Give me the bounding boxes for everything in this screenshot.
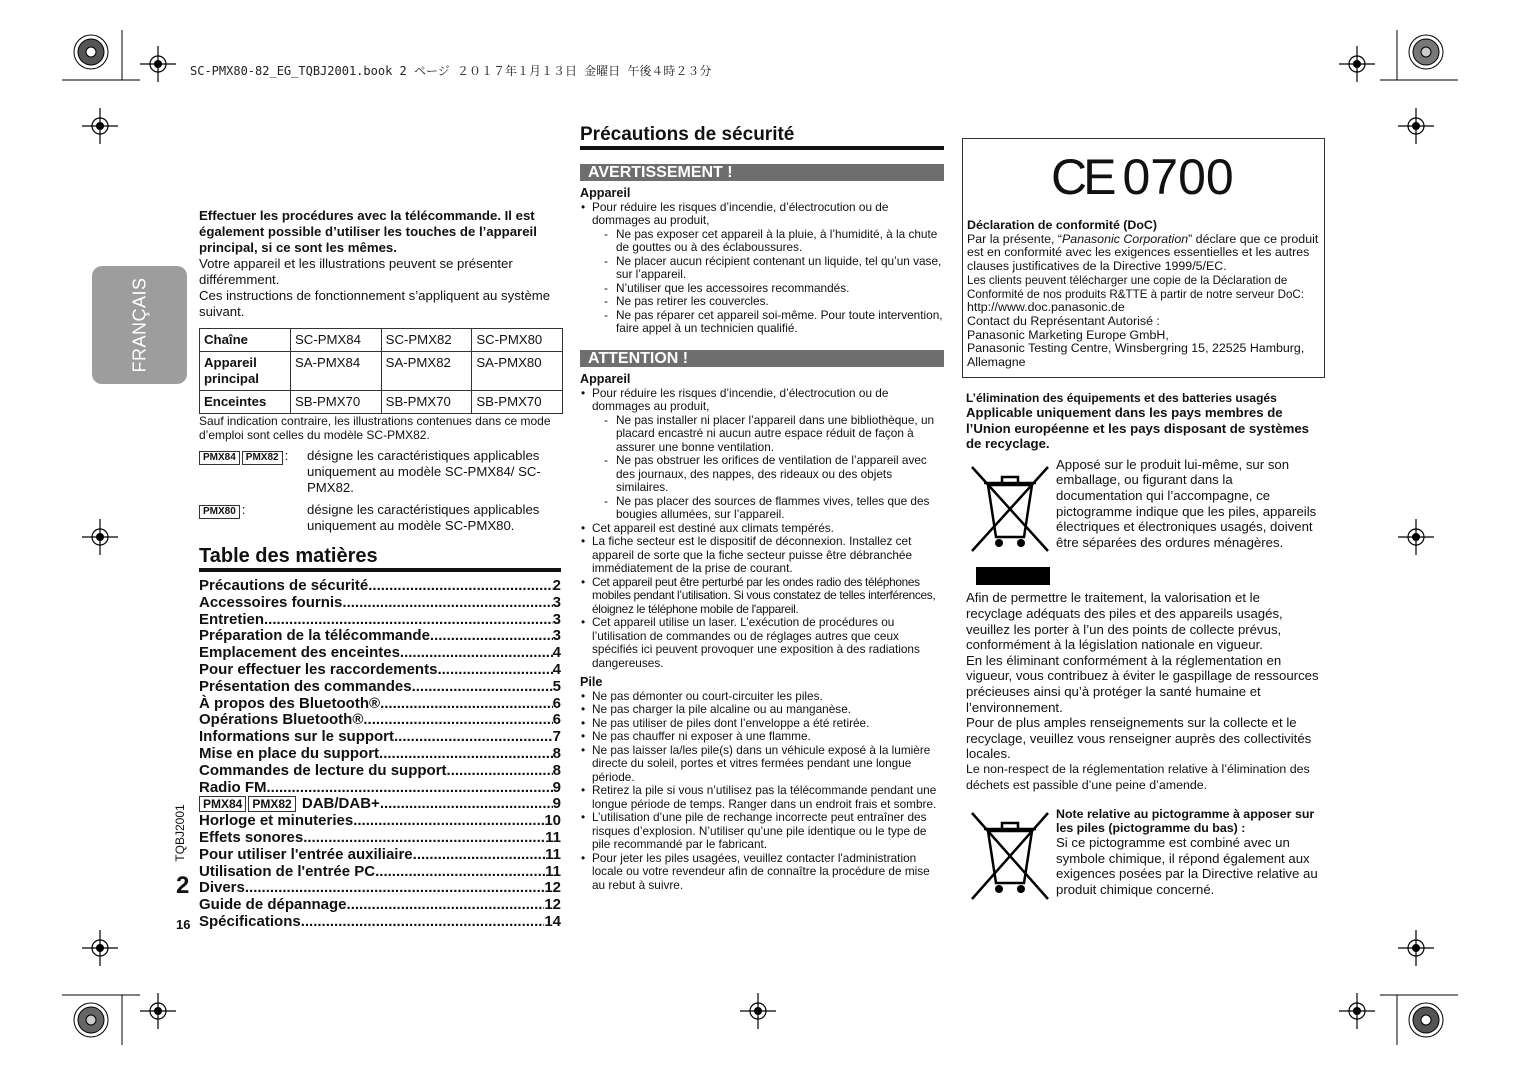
toc-item-label: Pour utiliser l'entrée auxiliaire — [199, 845, 413, 863]
toc-leader — [412, 679, 553, 696]
disposal-p1: Apposé sur le produit lui-même, sur son emballage, ou figurant dans la documentation qui l’accompagne, ce pictogramme indique que les piles, appareils électriques et électroniques usagés, doivent être séparées des ordures ménagères. — [1056, 456, 1317, 550]
toc-leader — [437, 662, 552, 679]
toc-item[interactable] — [199, 578, 561, 595]
ce-mark — [1051, 147, 1234, 207]
toc-leader — [394, 729, 553, 746]
disposal-p4: Pour de plus amples renseignements sur la collecte et le recyclage, veuillez vous renseigner auprès des collectivités locales. — [966, 715, 1312, 762]
list-item: - Ne pas installer ni placer l’appareil dans une bibliothèque, un placard encastré ni aucun autre espace réduit de façon à assurer une bonne ventilation. — [592, 414, 944, 455]
models-note: Sauf indication contraire, les illustrations contenues dans ce mode d’emploi sont celles du modèle SC-PMX82. — [199, 414, 551, 442]
table-cell: SB-PMX70 — [291, 391, 382, 414]
toc-item[interactable] — [199, 880, 561, 897]
disposal-subtitle: Applicable uniquement dans les pays membres de l’Union européenne et les pays disposant de systèmes de recyclage. — [966, 405, 1309, 452]
toc-item[interactable] — [199, 813, 561, 830]
list-item: • Ne pas utiliser de piles dont l’enveloppe a été retirée. — [580, 717, 944, 731]
toc-item-page: 3 — [552, 593, 561, 611]
subhead-appareil: Appareil — [580, 186, 631, 200]
toc-item[interactable] — [199, 696, 561, 713]
table-cell: SC-PMX84 — [291, 329, 382, 352]
toc-leader — [353, 813, 544, 830]
toc-item-page: 3 — [552, 610, 561, 628]
toc-item-page: 11 — [545, 828, 561, 846]
toc-leader — [342, 595, 552, 612]
toc-item[interactable] — [199, 595, 561, 612]
list-item: • Cet appareil utilise un laser. L’exécution de procédures ou l’utilisation de commandes ou de réglages autres que ceux spécifiés ici peuvent provoquer une exposition à des radiations dangereuses. — [580, 616, 944, 670]
safety-title: Précautions de sécurité — [580, 128, 944, 150]
toc-item-label: Précautions de sécurité — [199, 577, 369, 594]
toc-item-page: 5 — [552, 677, 561, 695]
toc-leader — [413, 847, 545, 864]
toc-item-label: Commandes de lecture du support — [199, 761, 447, 779]
table-cell: SB-PMX70 — [472, 391, 563, 414]
tag-row-80: PMX80 : désigne les caractéristiques applicables uniquement au modèle SC-PMX80. — [199, 502, 561, 534]
table-row — [200, 329, 563, 352]
doc-contact: Contact du Représentant Autorisé : — [967, 313, 1160, 328]
toc-item-page: 6 — [552, 694, 561, 712]
list-item: - Ne pas obstruer les orifices de ventilation de l’appareil avec des journaux, des nappes, des rideaux ou des objets similaires. — [592, 454, 944, 495]
toc-item[interactable] — [199, 847, 561, 864]
table-cell: SA-PMX82 — [381, 352, 472, 391]
tag-pmx80: PMX80 — [199, 505, 240, 519]
toc-item[interactable] — [199, 712, 561, 729]
toc-item-label: Entretien — [199, 610, 265, 628]
list-item: - Ne pas réparer cet appareil soi-même. Pour toute intervention, faire appel à un technicien qualifié. — [592, 309, 944, 336]
crossed-bin-icon — [966, 457, 1056, 591]
list-item: • Retirez la pile si vous n’utilisez pas la télécommande pendant une longue période de temps. Ranger dans un endroit frais et sombre. — [580, 784, 944, 811]
tag-pmx84: PMX84 — [199, 451, 240, 465]
list-item: • Ne pas chauffer ni exposer à une flamme. — [580, 730, 944, 744]
toc-leader — [363, 712, 552, 729]
toc-item-page: 11 — [545, 845, 561, 863]
toc-leader — [380, 696, 553, 713]
toc-item-page: 14 — [544, 912, 561, 930]
doc-line1: Par la présente, “Panasonic Corporation” déclare que ce produit est en conformité avec les exigences essentielles et les autres clauses justificatives de la Directive 1999/5/EC. — [967, 231, 1319, 274]
list-item: - N’utiliser que les accessoires recommandés. — [592, 282, 944, 296]
toc-item[interactable] — [199, 628, 561, 645]
file-header: SC-PMX80-82_EG_TQBJ2001.book 2 ページ ２０１７年１月１３日 金曜日 午後４時２３分 — [190, 64, 712, 78]
toc-item-page: 4 — [552, 660, 561, 678]
table-cell: SC-PMX82 — [381, 329, 472, 352]
toc-item[interactable] — [199, 897, 561, 914]
toc-item-page: 6 — [552, 711, 561, 729]
toc-leader — [380, 796, 553, 813]
disposal-p5: Le non-respect de la réglementation relative à l’élimination des déchets est passible d’une peine d’amende. — [966, 761, 1310, 792]
disposal-title: L’élimination des équipements et des batteries usagés — [966, 391, 1277, 405]
toc-title: Table des matières — [199, 548, 561, 572]
toc-leader — [301, 914, 545, 931]
toc-item[interactable] — [199, 796, 561, 813]
crossed-bin-icon — [966, 807, 1056, 911]
toc-leader — [379, 746, 553, 763]
list-item: • L’utilisation d’une pile de rechange incorrecte peut entraîner des risques d’explosion. N’utiliser qu’une pile identique ou le type de pile recommandé par le fabricant. — [580, 811, 944, 852]
toc-item-label: À propos des Bluetooth® — [199, 694, 381, 712]
list-item: • Ne pas démonter ou court-circuiter les piles. — [580, 690, 944, 704]
toc-item[interactable] — [199, 864, 561, 881]
battery-note-title: Note relative au pictogramme à apposer sur les piles (pictogramme du bas) : — [1056, 807, 1315, 836]
toc-item-page: 2 — [552, 577, 561, 594]
toc-item[interactable] — [199, 830, 561, 847]
toc-item[interactable] — [199, 914, 561, 931]
toc-leader — [303, 830, 545, 847]
table-cell: SA-PMX84 — [291, 352, 382, 391]
list-item: - Ne pas retirer les couvercles. — [592, 295, 944, 309]
tag-desc: désigne les caractéristiques applicables uniquement au modèle SC-PMX84/ SC-PMX82. — [307, 448, 541, 495]
intro-p2: Ces instructions de fonctionnement s’appliquent au système suivant. — [199, 288, 551, 319]
toc-item-label: Pour effectuer les raccordements — [199, 660, 438, 678]
toc-item-page: 8 — [552, 744, 561, 762]
doc-code-label: TQBJ2001 — [173, 804, 187, 862]
list-item: - Ne placer aucun récipient contenant un liquide, tel qu’un vase, sur l’appareil. — [592, 255, 944, 282]
toc-item-label: Présentation des commandes — [199, 677, 412, 695]
intro-p1: Votre appareil et les illustrations peuvent se présenter différemment. — [199, 256, 513, 287]
toc-item[interactable] — [199, 729, 561, 746]
toc-item[interactable] — [199, 679, 561, 696]
page-number-sub: 16 — [176, 917, 191, 932]
toc-item-page: 9 — [552, 778, 561, 796]
list-item: - Ne pas placer des sources de flammes vives, telles que des bougies allumées, sur l’appareil. — [592, 495, 944, 522]
toc-item[interactable] — [199, 780, 561, 797]
toc-item-label: PMX84 PMX82 DAB/DAB+ — [199, 796, 380, 813]
toc-item[interactable] — [199, 746, 561, 763]
list-item: • La fiche secteur est le dispositif de déconnexion. Installez cet appareil de sorte que la fiche secteur puisse être débranchée immédiatement de la prise de courant. — [580, 535, 944, 576]
language-tab — [92, 266, 187, 384]
toc-item-label: Accessoires fournis — [199, 593, 343, 611]
table-head: Enceintes — [200, 391, 291, 414]
toc-item-label: Préparation de la télécommande — [199, 627, 430, 645]
toc-item[interactable] — [199, 662, 561, 679]
toc-item-page: 12 — [544, 896, 561, 914]
table-cell: SA-PMX80 — [472, 352, 563, 391]
table-head: Chaîne — [200, 329, 291, 352]
toc-item-label: Effets sonores — [199, 828, 304, 846]
ce-logo-icon: CE — [1051, 149, 1113, 205]
list-item: - Ne pas exposer cet appareil à la pluie, à l’humidité, à la chute de gouttes ou à des éclaboussures. — [592, 228, 944, 255]
toc-item[interactable] — [199, 645, 561, 662]
toc-item-page: 8 — [552, 761, 561, 779]
table-row — [200, 352, 563, 391]
toc-item-label: Mise en place du support — [199, 744, 380, 762]
toc-item-page: 10 — [544, 812, 561, 830]
toc-item[interactable] — [199, 612, 561, 629]
subhead-appareil: Appareil — [580, 372, 631, 386]
toc-leader — [368, 578, 552, 595]
list-item: • Ne pas laisser la/les pile(s) dans un véhicule exposé à la lumière directe du soleil, portes et vitres fermées pendant une longue période. — [580, 744, 944, 785]
list-item: • Cet appareil peut être perturbé par les ondes radio des téléphones mobiles pendant l’utilisation. Si vous constatez de telles interférences, éloignez le téléphone mobile de l'appareil. — [580, 576, 944, 617]
disposal-p3: En les éliminant conformément à la réglementation en vigueur, vous contribuez à éviter le gaspillage de ressources précieuses ainsi qu’à protéger la santé humaine et l’environnement. — [966, 652, 1319, 715]
toc-item-label: Opérations Bluetooth® — [199, 711, 364, 729]
doc-url: http://www.doc.panasonic.de — [967, 300, 1125, 315]
toc-item-label: Radio FM — [199, 778, 267, 796]
battery-note-block — [966, 807, 1320, 911]
subhead-pile: Pile — [580, 675, 603, 689]
toc-item-page: 11 — [545, 862, 561, 880]
table-head: Appareil principal — [200, 352, 291, 391]
toc-item-label: Spécifications — [199, 912, 301, 930]
toc-leader — [400, 645, 553, 662]
toc-item-page: 3 — [552, 627, 561, 645]
page-number: 2 — [176, 872, 190, 899]
models-table — [199, 328, 563, 414]
list-item: • Pour jeter les piles usagées, veuillez contacter l'administration locale ou votre revendeur afin de connaître la procédure de mise au rebut à suivre. — [580, 852, 944, 893]
tag-desc: désigne les caractéristiques applicables uniquement au modèle SC-PMX80. — [307, 502, 540, 533]
doc-contact-2: Panasonic Testing Centre, Winsbergring 15, 22525 Hamburg, Allemagne — [967, 341, 1305, 370]
doc-contact-1: Panasonic Marketing Europe GmbH, — [967, 327, 1169, 342]
toc-leader — [245, 880, 544, 897]
safety-column — [580, 124, 944, 892]
toc-leader — [264, 612, 553, 629]
doc-text — [967, 219, 1322, 370]
list-item: • Cet appareil est destiné aux climats tempérés. — [580, 522, 944, 536]
table-cell: SB-PMX70 — [381, 391, 472, 414]
toc-leader — [267, 780, 553, 797]
attention-bar: ATTENTION ! — [580, 350, 944, 368]
toc-item-page: 4 — [552, 644, 561, 662]
toc-leader — [347, 897, 545, 914]
toc-leader — [375, 864, 545, 881]
toc-item-label: Horloge et minuteries — [199, 812, 354, 830]
toc-leader — [447, 763, 553, 780]
toc-item-label: Utilisation de l'entrée PC — [199, 862, 376, 880]
doc-code — [172, 802, 188, 864]
doc-title: Déclaration de conformité (DoC) — [967, 218, 1158, 232]
table-row — [200, 391, 563, 414]
doc-line2: Les clients peuvent télécharger une copie de la Déclaration de Conformité de nos produits R&TTE à partir de notre serveur DoC: — [967, 273, 1305, 301]
toc-item-label: Emplacement des enceintes — [199, 644, 400, 662]
doc-box — [962, 138, 1325, 378]
toc-item-page: 12 — [544, 879, 561, 897]
battery-note-text: Si ce pictogramme est combiné avec un symbole chimique, il répond également aux exigences posées par la Directive relative au produit chimique concerné. — [1056, 835, 1318, 897]
table-cell: SC-PMX80 — [472, 329, 563, 352]
list-item: • Pour réduire les risques d’incendie, d’électrocution ou de dommages au produit, - Ne pas exposer cet appareil à la pluie, à l’humidité, à la chute de gouttes ou à des éclaboussures. - Ne placer aucun récipient contenant un liquide, tel qu’un vase, sur l’appareil. - N’utiliser que les accessoires recommandés. - Ne pas retirer les couvercles. - Ne pas réparer cet appareil soi-même. Pour toute intervention, faire appel à un technicien qualifié. — [580, 201, 944, 336]
toc-item-label: Divers — [199, 879, 245, 897]
disposal-block — [966, 457, 1320, 591]
list-item: • Ne pas charger la pile alcaline ou au manganèse. — [580, 703, 944, 717]
intro-bold: Effectuer les procédures avec la télécommande. Il est également possible d’utiliser les touches de l’appareil principal, si ce sont les mêmes. — [199, 208, 537, 255]
table-of-contents — [199, 578, 561, 931]
toc-item-label: Informations sur le support — [199, 728, 395, 746]
toc-item-page: 7 — [552, 728, 561, 746]
toc-leader — [430, 628, 553, 645]
disposal-p2: Afin de permettre le traitement, la valorisation et le recyclage adéquats des piles et des appareils usagés, veuillez les porter à l’un des points de collecte prévus, conformément à la législation nationale en vigueur. — [966, 590, 1283, 653]
warning-bar: AVERTISSEMENT ! — [580, 164, 944, 182]
tag-pmx82: PMX82 — [242, 451, 283, 465]
list-item: • Pour réduire les risques d’incendie, d’électrocution ou de dommages au produit, - Ne pas installer ni placer l’appareil dans une bibliothèque, un placard encastré ni aucun autre espace réduit de façon à assurer une bonne ventilation. - Ne pas obstruer les orifices de ventilation de l’appareil avec des journaux, des nappes, des rideaux ou des objets similaires. - Ne pas placer des sources de flammes vives, telles que des bougies allumées, sur l’appareil. — [580, 387, 944, 522]
tag-pmx84: PMX84 — [199, 796, 246, 812]
tag-pmx82: PMX82 — [248, 796, 295, 812]
disposal-column — [966, 391, 1320, 911]
toc-item[interactable] — [199, 763, 561, 780]
ce-number: 0700 — [1122, 149, 1234, 205]
toc-item-label: Guide de dépannage — [199, 896, 347, 914]
intro-column — [199, 208, 561, 931]
toc-item-page: 9 — [552, 795, 561, 813]
tag-row-8482: PMX84 PMX82 : désigne les caractéristiques applicables uniquement au modèle SC-PMX84/ SC-PMX82. — [199, 448, 561, 496]
language-label: FRANÇAIS — [129, 277, 149, 373]
